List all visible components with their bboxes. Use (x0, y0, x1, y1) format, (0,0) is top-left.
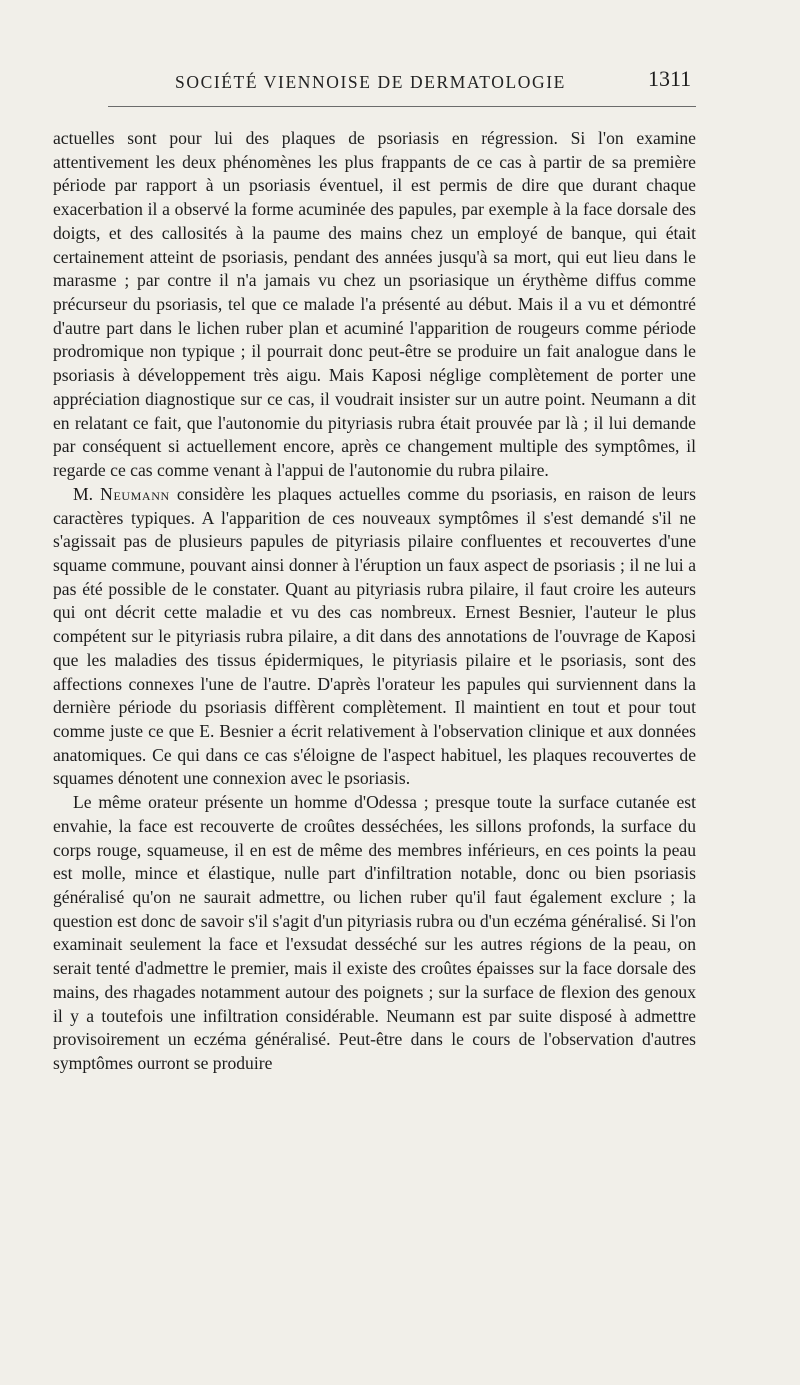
page-header (175, 66, 715, 98)
body-text (53, 127, 696, 1076)
speaker-name: Neumann (100, 483, 170, 504)
paragraph-text: considère les plaques actuelles comme du psoriasis, en raison de leurs caractères typiques. A l'apparition de ces nouveaux symptômes il s'est demandé s'il ne s'agissait pas de plusieurs papules de pityriasis pilaire confluentes et recouvertes d'une squame commune, pouvant ainsi donner à l'éruption un faux aspect de psoriasis ; il ne lui a pas été possible de le constater. Quant au pityriasis rubra pilaire, il faut croire les auteurs qui ont décrit cette maladie et vu des cas nombreux. Ernest Besnier, l'auteur le plus compétent sur le pityriasis rubra pilaire, a dit dans des annotations de l'ouvrage de Kaposi que les maladies des tissus épidermiques, le pityriasis pilaire et le psoriasis, sont des affections connexes l'une de l'autre. D'après l'orateur les papules qui surviennent dans la dernière période du psoriasis diffèrent complètement. Il maintient en tout et pour tout comme juste ce que E. Besnier a écrit relativement à l'observation clinique et aux données anatomiques. Ce qui dans ce cas s'éloigne de l'aspect habituel, les plaques recouvertes de squames dénotent une connexion avec le psoriasis. (53, 483, 696, 789)
paragraph: Le même orateur présente un homme d'Odessa ; presque toute la surface cutanée est envahie, la face est recouverte de croûtes desséchées, les sillons profonds, la surface du corps rouge, squameuse, il en est de même des membres inférieurs, en ces points la peau est molle, mince et élastique, nulle part d'infiltration notable, donc ou bien psoriasis généralisé qu'on ne saurait admettre, ou lichen ruber qu'il faut également exclure ; la question est donc de savoir s'il s'agit d'un pityriasis rubra ou d'un eczéma généralisé. Si l'on examinait seulement la face et l'exsudat desséché sur les autres régions de la peau, on serait tenté d'admettre le premier, mais il existe des croûtes épaisses sur la face dorsale des mains, des rhagades notamment autour des poignets ; sur la surface de flexion des genoux il y a toutefois une infiltration considérable. Neumann est par suite disposé à admettre provisoirement un eczéma généralisé. Peut-être dans le cours de l'observation d'autres symptômes ourront se produire (53, 792, 696, 1074)
speaker-prefix: M. (73, 483, 101, 504)
paragraph (53, 483, 696, 791)
paragraph: actuelles sont pour lui des plaques de psoriasis en régression. Si l'on examine attentivement les deux phénomènes les plus frappants de ce cas à partir de sa première période par rapport à un psoriasis éventuel, il est permis de dire que durant chaque exacerbation il a observé la forme acuminée des papules, par exemple à la face dorsale des doigts, et des callosités à la paume des mains chez un employé de banque, qui était certainement atteint de psoriasis, pendant des années jusqu'à sa mort, qui eut lieu dans le marasme ; par contre il n'a jamais vu chez un psoriasique un érythème diffus comme précurseur du psoriasis, tel que ce malade l'a présenté au début. Mais il a vu et démontré d'autre part dans le lichen ruber plan et acuminé l'apparition de rougeurs comme période prodromique non typique ; il pourrait donc peut-être se produire un fait analogue dans le psoriasis à développement très aigu. Mais Kaposi néglige complètement de porter une appréciation diagnostique sur ce cas, il voudrait insister sur un autre point. Neumann a dit en relatant ce fait, que l'autonomie du pityriasis rubra était prouvée par là ; il lui demande par conséquent si actuellement encore, après ce changement multiple des symptômes, il regarde ce cas comme venant à l'appui de l'autonomie du rubra pilaire. (53, 128, 696, 481)
running-title: SOCIÉTÉ VIENNOISE DE DERMATOLOGIE (175, 72, 566, 92)
page-number: 1311 (648, 66, 692, 91)
header-rule (108, 106, 696, 107)
